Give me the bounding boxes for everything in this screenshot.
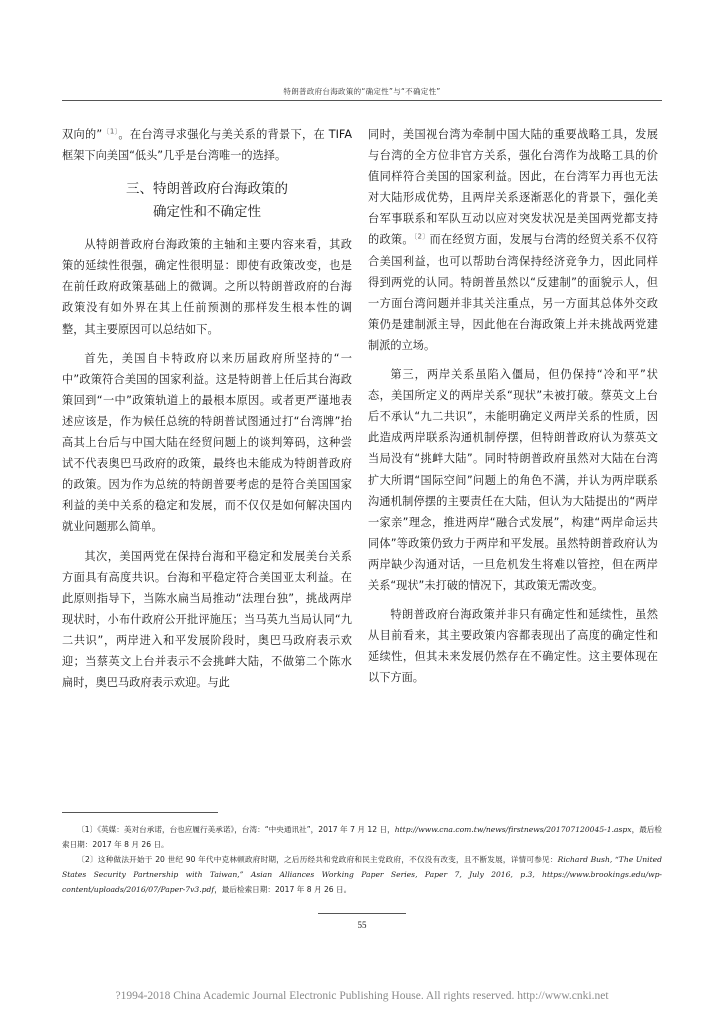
left-paragraph-0: 双向的”$^{〔1〕}$。在台湾寻求强化与美关系的背景下，在 TIFA 框架下向美国“低头”几乎是台湾唯一的选择。 xyxy=(62,127,352,163)
section-title-line-2: 确定性和不确定性 xyxy=(153,204,261,221)
section-title xyxy=(62,178,352,224)
footnote-1-url: http://www.cna.com.tw/news/firstnews/201707120045-1.aspx xyxy=(394,825,632,834)
footnotes xyxy=(62,822,662,897)
footnote-rule xyxy=(62,812,218,813)
left-paragraph-2: 首先，美国自卡特政府以来历届政府所坚持的“一中”政策符合美国的国家利益。这是特朗普上任后其台海政策回到“一中”政策轨道上的最根本原因。或者更严谨地表述应该是，作为候任总统的特朗普试图通过打“台湾牌”抬高其上台后与中国大陆在经贸问题上的谈判筹码，这种尝试不代表奥巴马政府的政策，最终也未能成为特朗普政府的政策。因为作为总统的特朗普要考虑的是符合美国国家利益的美中关系的稳定和发展，而不仅仅是如何解决国内就业问题那么简单。 xyxy=(62,351,352,534)
footnote-2: 〔2〕这种做法开始于 20 世纪 90 年代中克林顿政府时期，之后历经共和党政府和民主党政府，不仅没有改变，且不断发展，详情可参见：Richard Bush, “The United States Security Partnership with Taiwan,” Asian Alliances Working Paper Series, Paper 7, July 2016, p.3, https://www.brookings.edu/wp-content/uploads/2016/07/Paper-7v3.pdf，最后检索日期：2017 年 8 月 26 日。 xyxy=(62,855,662,894)
footnote-1: 〔1〕《英媒：美对台承诺，台也应履行美承诺》，台湾：“中央通讯社”，2017 年 7 月 12 日，http://www.cna.com.tw/news/firstnews/201707120045-1.aspx，最后检索日期：2017 年 8 月 26 日。 xyxy=(62,825,663,849)
left-column xyxy=(62,124,352,693)
running-header: 特朗普政府台海政策的“确定性”与“不确定性” xyxy=(283,87,441,96)
section-title-line-1: 三、特朗普政府台海政策的 xyxy=(126,181,288,198)
footnote-2-citation: Richard Bush, “The United States Security Partnership with Taiwan,” Asian Alliances Working Paper Series, Paper 7, July 2016, p.3, https://www.brookings.edu/wp-content/uploads/2016/07/Paper-7v3.pdf xyxy=(62,855,662,894)
left-paragraph-3: 其次，美国两党在保持台海和平稳定和发展美台关系方面具有高度共识。台海和平稳定符合美国亚太利益。在此原则指导下，当陈水扁当局推动“法理台独”，挑战两岸现状时，小布什政府公开批评施压；当马英九当局认同“九二共识”，两岸进入和平发展阶段时，奥巴马政府表示欢迎；当蔡英文上台并表示不会挑衅大陆，不做第二个陈水扁时，奥巴马政府表示欢迎。与此 xyxy=(62,549,352,690)
right-paragraph-0: 同时，美国视台湾为牵制中国大陆的重要战略工具，发展与台湾的全方位非官方关系，强化台湾作为战略工具的价值同样符合美国的国家利益。因此，在台湾军力再也无法对大陆形成优势，且两岸关系逐渐恶化的背景下，强化美台军事联系和军队互动以应对突发状况是美国两党都支持的政策。$^{〔2〕}$而在经贸方面，发展与台湾的经贸关系不仅符合美国利益，也可以帮助台湾保持经济竞争力，因此同样得到两党的认同。特朗普虽然以“反建制”的面貌示人，但一方面台湾问题并非其关注重点，另一方面其总体外交政策仍是建制派主导，因此他在台海政策上并未挑战两党建制派的立场。 xyxy=(368,128,658,352)
copyright-notice: ?1994-2018 China Academic Journal Electronic Publishing House. All rights reserved. http://www.cnki.net xyxy=(115,990,609,1002)
left-paragraph-1: 从特朗普政府台海政策的主轴和主要内容来看，其政策的延续性很强，确定性很明显：即使有政策改变，也是在前任政府政策基础上的微调。之所以特朗普政府的台海政策没有如外界在其上任前预测的那样发生根本性的调整，其主要原因可以总结如下。 xyxy=(62,238,352,336)
footnote-ref-2: 〔2〕 xyxy=(413,232,430,241)
footnote-ref-1: 〔1〕 xyxy=(102,127,119,136)
right-column xyxy=(368,124,658,688)
page-number-rule xyxy=(318,913,406,914)
header-rule xyxy=(62,100,662,101)
right-paragraph-1: 第三，两岸关系虽陷入僵局，但仍保持“冷和平”状态，美国所定义的两岸关系“现状”未被打破。蔡英文上台后不承认“九二共识”，未能明确定义两岸关系的性质，因此造成两岸联系沟通机制停摆，但特朗普政府认为蔡英文当局没有“挑衅大陆”。同时特朗普政府虽然对大陆在台湾扩大所谓“国际空间”问题上的角色不满，并认为两岸联系沟通机制停摆的主要责任在大陆，但认为大陆提出的“两岸一家亲”理念，推进两岸“融合式发展”，构建“两岸命运共同体”等政策仍致力于两岸和平发展。虽然特朗普政府认为两岸缺少沟通对话，一旦危机发生将难以管控，但在两岸关系“现状”未打破的情况下，其政策无需改变。 xyxy=(368,368,658,592)
right-paragraph-2: 特朗普政府台海政策并非只有确定性和延续性，虽然从目前看来，其主要政策内容都表现出了高度的确定性和延续性，但其未来发展仍然存在不确定性。这主要体现在以下方面。 xyxy=(368,608,658,685)
page-number: 55 xyxy=(357,920,367,930)
